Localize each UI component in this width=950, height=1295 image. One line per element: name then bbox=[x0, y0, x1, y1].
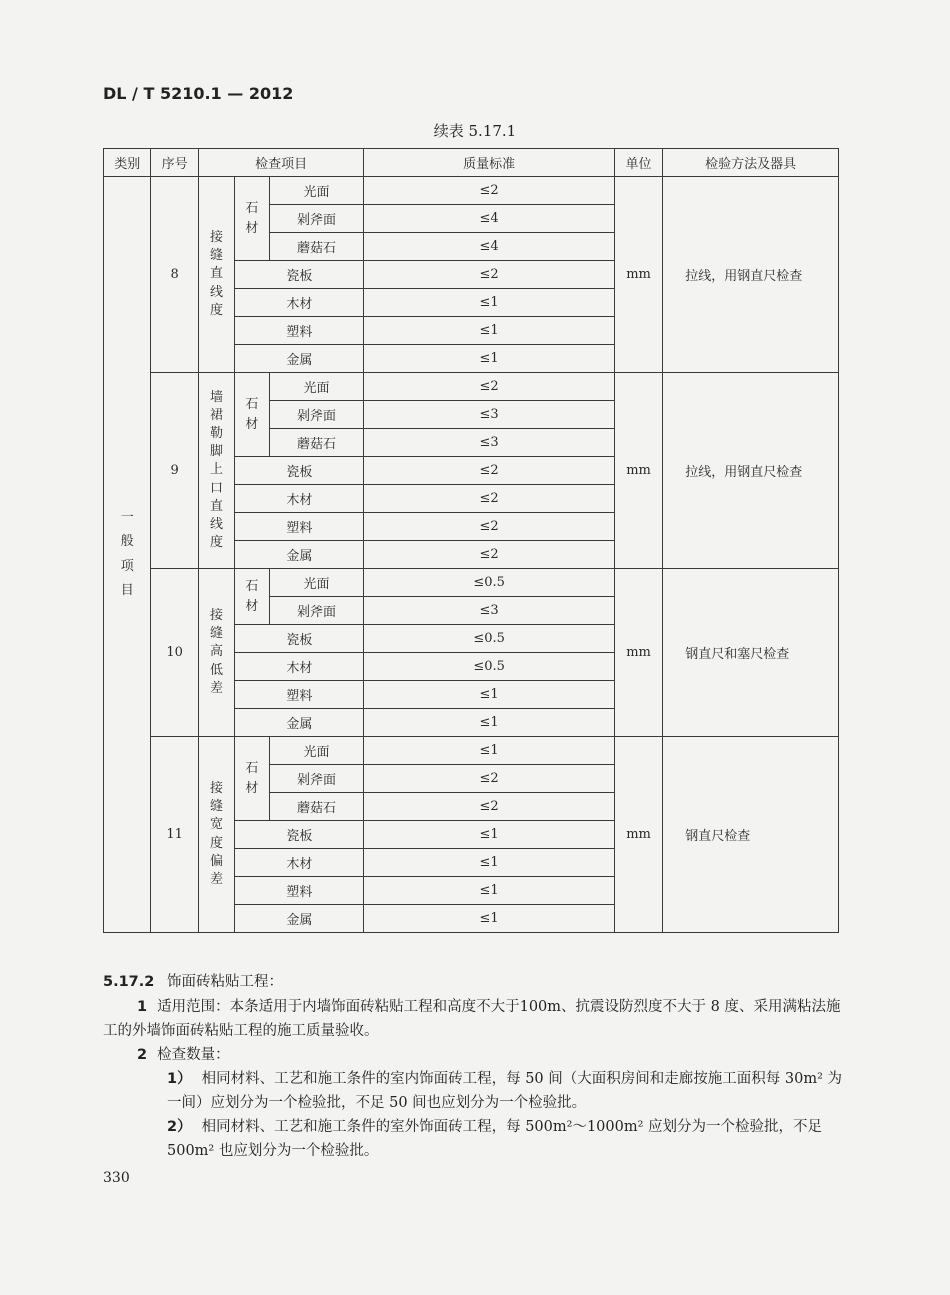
column-header: 检验方法及器具 bbox=[663, 149, 839, 177]
quality-standard-cell: ≤2 bbox=[364, 457, 614, 485]
sub-item-cell: 瓷板 bbox=[235, 261, 364, 289]
sub-item-cell: 光面 bbox=[269, 177, 364, 205]
sub-item-cell: 金属 bbox=[235, 709, 364, 737]
inspection-item-cell bbox=[198, 569, 234, 737]
sub-item-cell: 蘑菇石 bbox=[269, 233, 364, 261]
section-heading: 饰面砖粘贴工程： bbox=[166, 974, 283, 990]
inspection-item-cell bbox=[198, 373, 234, 569]
sub-item-cell: 瓷板 bbox=[235, 625, 364, 653]
table-row bbox=[104, 569, 839, 597]
quality-standard-cell: ≤4 bbox=[364, 233, 614, 261]
stone-label: 石材 bbox=[245, 397, 259, 432]
quality-standard-cell: ≤2 bbox=[364, 513, 614, 541]
table-header-row bbox=[104, 149, 839, 177]
quality-standard-cell: ≤3 bbox=[364, 597, 614, 625]
sub-item-text: 相同材料、工艺和施工条件的室外饰面砖工程，每 500m²～1000m² 应划分为一个检验批，不足 500m² 也应划分为一个检验批。 bbox=[167, 1119, 823, 1159]
column-header: 类别 bbox=[104, 149, 151, 177]
item-text: 适用范围：本条适用于内墙饰面砖粘贴工程和高度不大于100m、抗震设防烈度不大于 8 度、采用满粘法施工的外墙饰面砖粘贴工程的施工质量验收。 bbox=[103, 999, 841, 1039]
quality-standard-cell: ≤2 bbox=[364, 261, 614, 289]
quality-standard-cell: ≤1 bbox=[364, 317, 614, 345]
item-number-cell: 8 bbox=[151, 177, 198, 373]
category-cell bbox=[104, 177, 151, 933]
quality-standard-cell: ≤3 bbox=[364, 429, 614, 457]
quality-standard-cell: ≤2 bbox=[364, 373, 614, 401]
unit-cell: mm bbox=[614, 177, 662, 373]
stone-cell bbox=[235, 569, 269, 625]
quality-standard-cell: ≤1 bbox=[364, 709, 614, 737]
method-cell: 钢直尺检查 bbox=[663, 737, 839, 933]
quality-standard-cell: ≤1 bbox=[364, 289, 614, 317]
sub-item-indoor bbox=[103, 1067, 847, 1115]
paragraph-scope bbox=[103, 995, 843, 1043]
inspection-item-cell bbox=[198, 177, 234, 373]
sub-item-cell: 木材 bbox=[235, 849, 364, 877]
page-number: 330 bbox=[103, 1170, 130, 1186]
paragraph-quantity bbox=[103, 1043, 843, 1067]
quality-standard-cell: ≤2 bbox=[364, 765, 614, 793]
document-code: DL / T 5210.1 — 2012 bbox=[103, 84, 294, 103]
sub-item-cell: 光面 bbox=[269, 373, 364, 401]
sub-item-number: 2） bbox=[167, 1119, 192, 1135]
sub-item-cell: 剁斧面 bbox=[269, 401, 364, 429]
quality-standard-cell: ≤0.5 bbox=[364, 653, 614, 681]
inspection-item-label: 接缝直线度 bbox=[210, 229, 224, 318]
sub-item-cell: 剁斧面 bbox=[269, 205, 364, 233]
category-label: 一般项目 bbox=[120, 510, 134, 598]
sub-item-cell: 金属 bbox=[235, 905, 364, 933]
method-cell: 拉线，用钢直尺检查 bbox=[663, 177, 839, 373]
sub-item-cell: 金属 bbox=[235, 541, 364, 569]
quality-standard-cell: ≤1 bbox=[364, 877, 614, 905]
quality-standard-cell: ≤1 bbox=[364, 849, 614, 877]
method-cell: 拉线，用钢直尺检查 bbox=[663, 373, 839, 569]
quality-standard-cell: ≤0.5 bbox=[364, 625, 614, 653]
quality-standard-cell: ≤2 bbox=[364, 177, 614, 205]
quality-standard-cell: ≤0.5 bbox=[364, 569, 614, 597]
column-header: 单位 bbox=[614, 149, 662, 177]
sub-item-cell: 塑料 bbox=[235, 317, 364, 345]
sub-item-cell: 剁斧面 bbox=[269, 597, 364, 625]
item-number-cell: 11 bbox=[151, 737, 198, 933]
quality-standard-cell: ≤2 bbox=[364, 541, 614, 569]
sub-item-cell: 木材 bbox=[235, 485, 364, 513]
item-text: 检查数量： bbox=[157, 1047, 230, 1063]
inspection-item-label: 墙裙勒脚上口直线度 bbox=[210, 389, 224, 551]
stone-label: 石材 bbox=[245, 201, 259, 236]
stone-cell bbox=[235, 737, 269, 821]
column-header: 检查项目 bbox=[198, 149, 364, 177]
quality-standard-cell: ≤1 bbox=[364, 905, 614, 933]
inspection-item-label: 接缝宽度偏差 bbox=[210, 780, 224, 887]
item-number-cell: 10 bbox=[151, 569, 198, 737]
sub-item-cell: 塑料 bbox=[235, 681, 364, 709]
quality-standard-cell: ≤1 bbox=[364, 345, 614, 373]
table-row bbox=[104, 737, 839, 765]
stone-cell bbox=[235, 373, 269, 457]
sub-item-number: 1） bbox=[167, 1071, 192, 1087]
section-number: 5.17.2 bbox=[103, 974, 155, 990]
method-cell: 钢直尺和塞尺检查 bbox=[663, 569, 839, 737]
sub-item-cell: 蘑菇石 bbox=[269, 793, 364, 821]
sub-item-cell: 木材 bbox=[235, 289, 364, 317]
sub-item-text: 相同材料、工艺和施工条件的室内饰面砖工程，每 50 间（大面积房间和走廊按施工面积每 30m² 为一间）应划分为一个检验批，不足 50 间也应划分为一个检验批。 bbox=[167, 1071, 842, 1111]
sub-item-cell: 剁斧面 bbox=[269, 765, 364, 793]
sub-item-outdoor bbox=[103, 1115, 847, 1163]
quality-standard-cell: ≤2 bbox=[364, 793, 614, 821]
unit-cell: mm bbox=[614, 737, 662, 933]
column-header: 质量标准 bbox=[364, 149, 614, 177]
stone-cell bbox=[235, 177, 269, 261]
stone-label: 石材 bbox=[245, 761, 259, 796]
sub-item-cell: 金属 bbox=[235, 345, 364, 373]
quality-standard-cell: ≤3 bbox=[364, 401, 614, 429]
inspection-item-label: 接缝高低差 bbox=[210, 607, 224, 696]
sub-item-cell: 光面 bbox=[269, 737, 364, 765]
stone-label: 石材 bbox=[245, 579, 259, 614]
quality-standard-cell: ≤4 bbox=[364, 205, 614, 233]
inspection-item-cell bbox=[198, 737, 234, 933]
sub-item-cell: 瓷板 bbox=[235, 457, 364, 485]
sub-item-cell: 光面 bbox=[269, 569, 364, 597]
unit-cell: mm bbox=[614, 569, 662, 737]
sub-item-cell: 塑料 bbox=[235, 513, 364, 541]
quality-standard-cell: ≤2 bbox=[364, 485, 614, 513]
table-row bbox=[104, 177, 839, 205]
quality-standard-cell: ≤1 bbox=[364, 737, 614, 765]
sub-item-cell: 蘑菇石 bbox=[269, 429, 364, 457]
sub-item-cell: 木材 bbox=[235, 653, 364, 681]
section-title bbox=[103, 970, 843, 994]
item-number: 2 bbox=[137, 1047, 148, 1063]
sub-item-cell: 塑料 bbox=[235, 877, 364, 905]
column-header: 序号 bbox=[151, 149, 198, 177]
item-number: 1 bbox=[137, 999, 148, 1015]
table-row bbox=[104, 373, 839, 401]
item-number-cell: 9 bbox=[151, 373, 198, 569]
table-caption: 续表 5.17.1 bbox=[433, 122, 517, 140]
quality-standard-cell: ≤1 bbox=[364, 681, 614, 709]
quality-standard-cell: ≤1 bbox=[364, 821, 614, 849]
unit-cell: mm bbox=[614, 373, 662, 569]
inspection-table bbox=[103, 148, 839, 933]
sub-item-cell: 瓷板 bbox=[235, 821, 364, 849]
